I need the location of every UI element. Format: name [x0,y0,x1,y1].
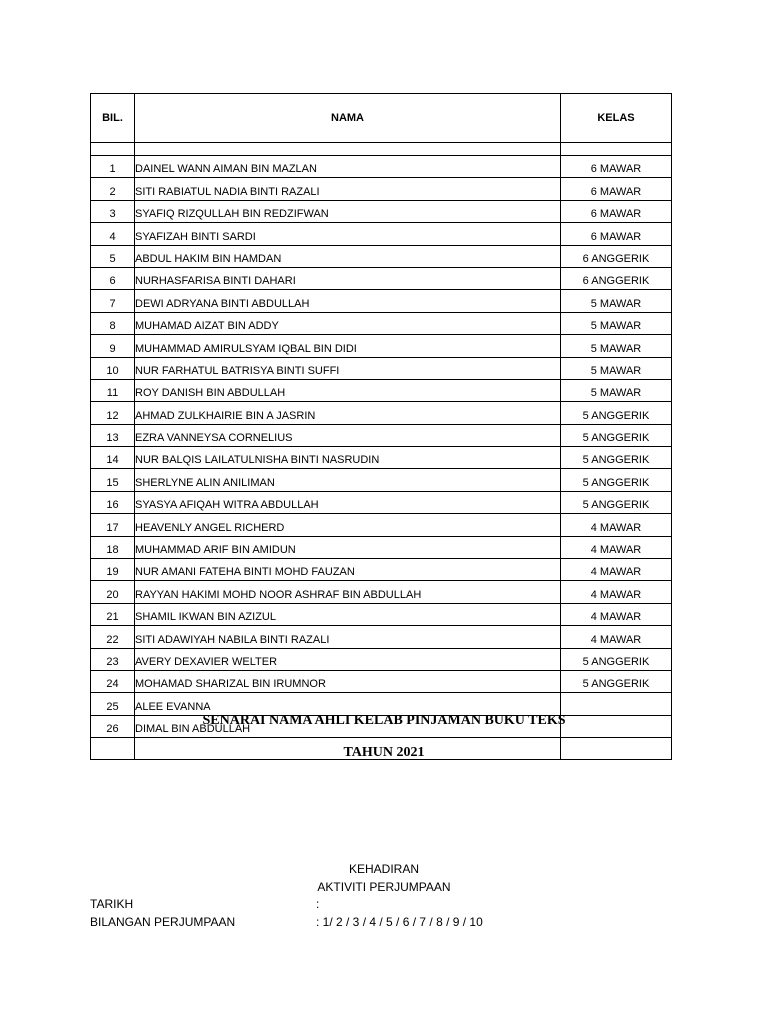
bil-cell: 3 [91,200,135,222]
name-cell: NUR AMANI FATEHA BINTI MOHD FAUZAN [135,559,561,581]
table-row [91,200,672,222]
table-row [91,581,672,603]
class-cell [561,693,672,715]
name-cell: AHMAD ZULKHAIRIE BIN A JASRIN [135,402,561,424]
bil-cell: 2 [91,178,135,200]
header-spacer-row [91,143,672,156]
table-row [91,379,672,401]
table-row [91,156,672,178]
bil-cell: 22 [91,626,135,648]
name-cell: SYAFIQ RIZQULLAH BIN REDZIFWAN [135,200,561,222]
bil-cell: 20 [91,581,135,603]
table-row [91,491,672,513]
bil-cell: 23 [91,648,135,670]
table-row [91,335,672,357]
class-cell: 4 MAWAR [561,581,672,603]
name-cell: DEWI ADRYANA BINTI ABDULLAH [135,290,561,312]
meeting-count-value: : 1/ 2 / 3 / 4 / 5 / 6 / 7 / 8 / 9 / 10 [316,915,483,929]
header-bil: BIL. [91,94,135,143]
bil-cell: 8 [91,312,135,334]
table-row [91,402,672,424]
bil-cell: 4 [91,223,135,245]
bil-cell: 13 [91,424,135,446]
table-row [91,514,672,536]
bil-cell: 1 [91,156,135,178]
bil-cell: 24 [91,670,135,692]
spacer-cell [561,143,672,156]
member-list-table [90,93,672,760]
table-row [91,603,672,625]
spacer-cell [91,143,135,156]
class-cell: 5 ANGGERIK [561,491,672,513]
table-row [91,469,672,491]
name-cell: MUHAMMAD AMIRULSYAM IQBAL BIN DIDI [135,335,561,357]
name-cell: NURHASFARISA BINTI DAHARI [135,267,561,289]
table-row [91,693,672,715]
name-cell: DAINEL WANN AIMAN BIN MAZLAN [135,156,561,178]
attendance-subheading: AKTIVITI PERJUMPAAN [317,880,451,894]
table-row [91,223,672,245]
class-cell: 5 ANGGERIK [561,648,672,670]
class-cell: 5 MAWAR [561,335,672,357]
class-cell: 4 MAWAR [561,603,672,625]
date-label: TARIKH [90,897,134,911]
table-row [91,290,672,312]
bil-cell: 11 [91,379,135,401]
name-cell: AVERY DEXAVIER WELTER [135,648,561,670]
table-row [91,536,672,558]
name-cell: DIMAL BIN ABDULLAH [135,715,561,737]
bil-cell: 21 [91,603,135,625]
name-cell: ROY DANISH BIN ABDULLAH [135,379,561,401]
document-year: TAHUN 2021 [343,745,425,760]
bil-cell: 26 [91,715,135,737]
table-row [91,670,672,692]
bil-cell: 9 [91,335,135,357]
table-row [91,312,672,334]
table-row [91,357,672,379]
document-title: SENARAI NAMA AHLI KELAB PINJAMAN BUKU TEKS [202,713,566,728]
header-nama: NAMA [135,94,561,143]
name-cell: SITI RABIATUL NADIA BINTI RAZALI [135,178,561,200]
bil-cell: 17 [91,514,135,536]
bil-cell: 18 [91,536,135,558]
table-row [91,447,672,469]
table-row [91,648,672,670]
name-cell: SYASYA AFIQAH WITRA ABDULLAH [135,491,561,513]
name-cell: SYAFIZAH BINTI SARDI [135,223,561,245]
class-cell: 4 MAWAR [561,536,672,558]
bil-cell: 10 [91,357,135,379]
bil-cell: 25 [91,693,135,715]
bil-cell: 15 [91,469,135,491]
table-row [91,626,672,648]
meeting-count-label: BILANGAN PERJUMPAAN [90,915,236,929]
class-cell: 5 ANGGERIK [561,424,672,446]
class-cell: 6 MAWAR [561,178,672,200]
name-cell: ABDUL HAKIM BIN HAMDAN [135,245,561,267]
table-row [91,267,672,289]
class-cell: 4 MAWAR [561,626,672,648]
name-cell: SHAMIL IKWAN BIN AZIZUL [135,603,561,625]
bil-cell: 7 [91,290,135,312]
class-cell: 5 ANGGERIK [561,447,672,469]
date-value: : [316,897,320,911]
table-header-row [91,94,672,143]
name-cell: NUR BALQIS LAILATULNISHA BINTI NASRUDIN [135,447,561,469]
name-cell: SITI ADAWIYAH NABILA BINTI RAZALI [135,626,561,648]
class-cell: 5 MAWAR [561,290,672,312]
name-cell: RAYYAN HAKIMI MOHD NOOR ASHRAF BIN ABDULLAH [135,581,561,603]
name-cell: HEAVENLY ANGEL RICHERD [135,514,561,536]
class-cell: 6 ANGGERIK [561,267,672,289]
header-kelas: KELAS [561,94,672,143]
class-cell: 5 ANGGERIK [561,402,672,424]
class-cell: 5 ANGGERIK [561,670,672,692]
bil-cell: 16 [91,491,135,513]
class-cell: 5 ANGGERIK [561,469,672,491]
spacer-cell [135,143,561,156]
name-cell: EZRA VANNEYSA CORNELIUS [135,424,561,446]
class-cell: 5 MAWAR [561,312,672,334]
table-row [91,424,672,446]
bil-cell: 6 [91,267,135,289]
class-cell: 6 MAWAR [561,223,672,245]
name-cell: MOHAMAD SHARIZAL BIN IRUMNOR [135,670,561,692]
class-cell: 6 MAWAR [561,156,672,178]
bil-cell: 19 [91,559,135,581]
table-row [91,245,672,267]
attendance-heading: KEHADIRAN [348,862,419,876]
bil-cell: 5 [91,245,135,267]
class-cell: 5 MAWAR [561,379,672,401]
class-cell: 4 MAWAR [561,559,672,581]
name-cell: MUHAMAD AIZAT BIN ADDY [135,312,561,334]
bil-cell: 12 [91,402,135,424]
class-cell: 4 MAWAR [561,514,672,536]
class-cell: 5 MAWAR [561,357,672,379]
table-row [91,559,672,581]
name-cell: ALEE EVANNA [135,693,561,715]
name-cell: NUR FARHATUL BATRISYA BINTI SUFFI [135,357,561,379]
table-row [91,178,672,200]
class-cell: 6 ANGGERIK [561,245,672,267]
name-cell: MUHAMMAD ARIF BIN AMIDUN [135,536,561,558]
bil-cell: 14 [91,447,135,469]
class-cell: 6 MAWAR [561,200,672,222]
name-cell: SHERLYNE ALIN ANILIMAN [135,469,561,491]
